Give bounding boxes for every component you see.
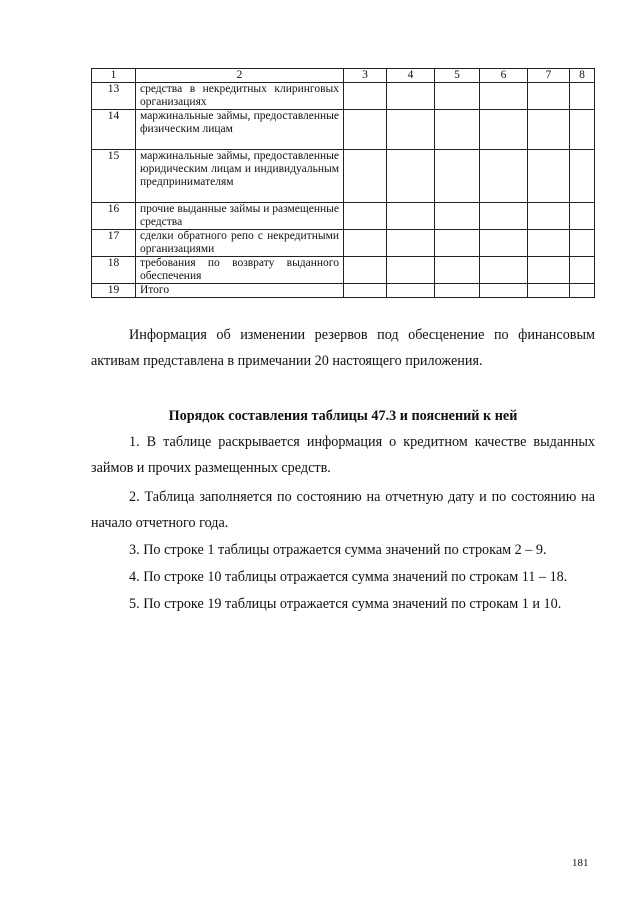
table-cell	[570, 203, 595, 230]
table-cell	[344, 257, 387, 284]
table-row	[92, 230, 595, 257]
table-cell	[387, 284, 435, 298]
table-cell	[387, 110, 435, 150]
table-cell	[435, 230, 480, 257]
table-cell	[435, 284, 480, 298]
table-cell	[528, 230, 570, 257]
row-description: средства в некредитных клиринговых организациях	[136, 83, 344, 110]
table-cell	[528, 83, 570, 110]
page-number: 181	[572, 857, 589, 869]
table-cell	[570, 150, 595, 203]
table-row	[92, 150, 595, 203]
row-description: прочие выданные займы и размещенные средства	[136, 203, 344, 230]
table-cell	[344, 230, 387, 257]
row-description: маржинальные займы, предоставленные физическим лицам	[136, 110, 344, 150]
credit-quality-table	[91, 68, 595, 298]
header-cell: 1	[92, 69, 136, 83]
table-cell	[435, 203, 480, 230]
table-cell	[480, 83, 528, 110]
table-cell	[435, 110, 480, 150]
table-header-row	[92, 69, 595, 83]
header-cell: 2	[136, 69, 344, 83]
table-cell	[570, 257, 595, 284]
row-number: 14	[92, 110, 136, 150]
table-cell	[387, 150, 435, 203]
table-cell	[344, 150, 387, 203]
table-cell	[344, 284, 387, 298]
table-cell	[480, 150, 528, 203]
row-description: требования по возврату выданного обеспечения	[136, 257, 344, 284]
row-number: 15	[92, 150, 136, 203]
table-cell	[435, 150, 480, 203]
reserves-note: Информация об изменении резервов под обесценение по финансовым активам представлена в примечании 20 настоящего приложения.	[91, 327, 595, 369]
table-cell	[570, 110, 595, 150]
table-cell	[480, 284, 528, 298]
table-cell	[435, 83, 480, 110]
instruction-item: 5. По строке 19 таблицы отражается сумма значений по строкам 1 и 10.	[129, 596, 562, 612]
header-cell: 7	[528, 69, 570, 83]
instruction-item: 1. В таблице раскрывается информация о кредитном качестве выданных займов и прочих размещенных средств.	[91, 434, 595, 476]
row-number: 16	[92, 203, 136, 230]
table-cell	[528, 203, 570, 230]
table-cell	[435, 257, 480, 284]
instruction-item: 2. Таблица заполняется по состоянию на отчетную дату и по состоянию на начало отчетного года.	[91, 489, 595, 531]
row-number: 13	[92, 83, 136, 110]
table-cell	[387, 257, 435, 284]
table-cell	[344, 110, 387, 150]
instruction-item: 3. По строке 1 таблицы отражается сумма значений по строкам 2 – 9.	[129, 542, 547, 558]
header-cell: 4	[387, 69, 435, 83]
row-number: 19	[92, 284, 136, 298]
row-description: Итого	[136, 284, 344, 298]
table-row	[92, 284, 595, 298]
table-cell	[480, 110, 528, 150]
header-cell: 3	[344, 69, 387, 83]
table-cell	[480, 230, 528, 257]
instruction-item: 4. По строке 10 таблицы отражается сумма значений по строкам 11 – 18.	[129, 569, 568, 585]
table-cell	[344, 203, 387, 230]
table-cell	[480, 203, 528, 230]
table-cell	[528, 150, 570, 203]
row-description: сделки обратного репо с некредитными организациями	[136, 230, 344, 257]
table-row	[92, 203, 595, 230]
table-cell	[528, 284, 570, 298]
table-cell	[570, 230, 595, 257]
table-row	[92, 83, 595, 110]
table-cell	[387, 83, 435, 110]
table-cell	[570, 83, 595, 110]
table-row	[92, 110, 595, 150]
section-heading: Порядок составления таблицы 47.3 и пояснений к ней	[168, 408, 518, 424]
table-cell	[480, 257, 528, 284]
table-row	[92, 257, 595, 284]
row-number: 17	[92, 230, 136, 257]
row-number: 18	[92, 257, 136, 284]
table-cell	[344, 83, 387, 110]
header-cell: 5	[435, 69, 480, 83]
table-cell	[528, 110, 570, 150]
table-cell	[387, 203, 435, 230]
table-cell	[387, 230, 435, 257]
table-cell	[570, 284, 595, 298]
table-cell	[528, 257, 570, 284]
header-cell: 8	[570, 69, 595, 83]
header-cell: 6	[480, 69, 528, 83]
row-description: маржинальные займы, предоставленные юридическим лицам и индивидуальным предпринимателям	[136, 150, 344, 203]
